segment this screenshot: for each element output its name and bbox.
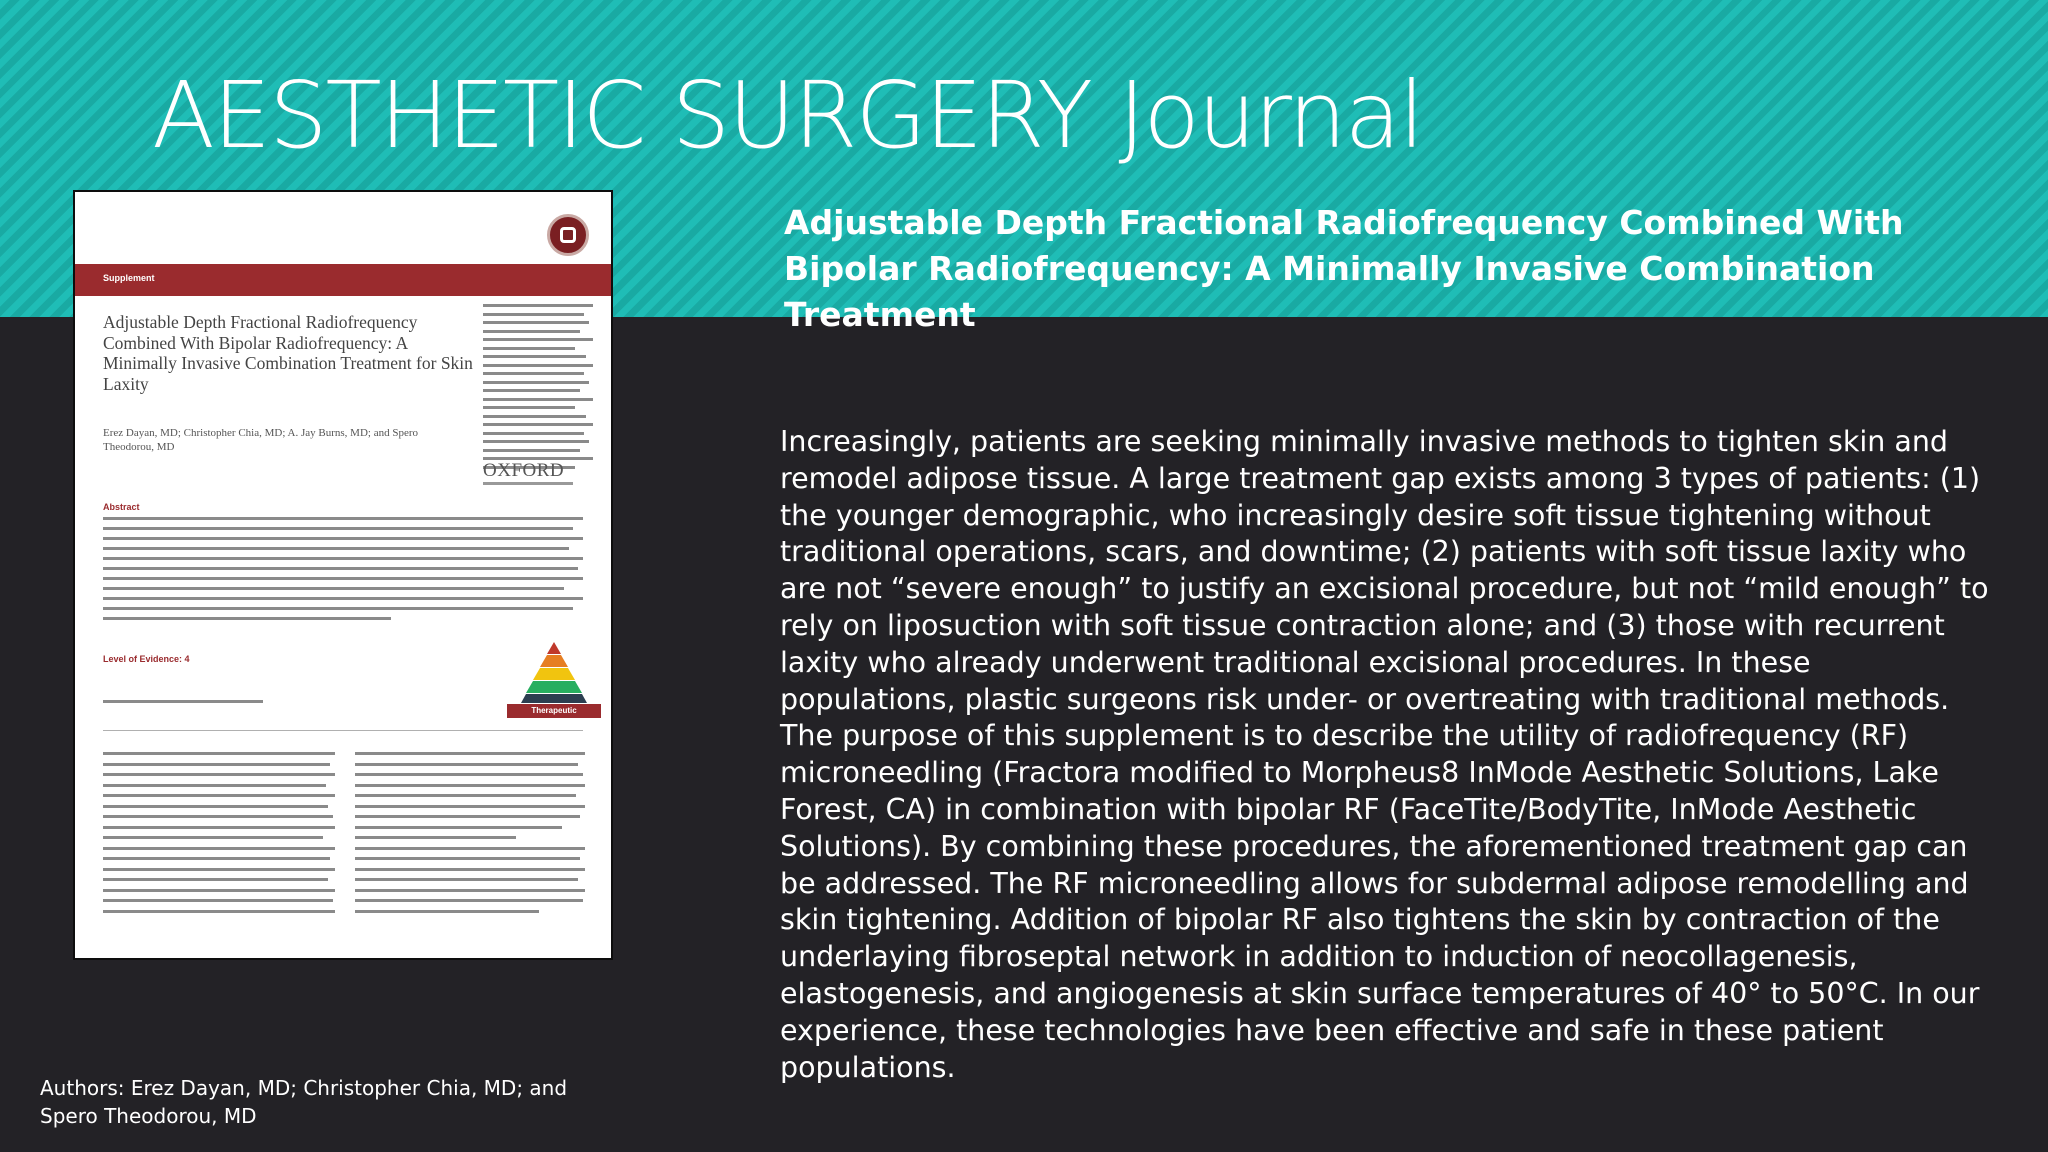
text-line [483, 372, 584, 375]
paper-sidebar-text [483, 304, 593, 474]
text-line [103, 805, 328, 808]
text-line [103, 537, 583, 540]
text-line [355, 826, 562, 829]
supplement-band [75, 264, 611, 296]
paper-divider [103, 730, 583, 731]
text-line [483, 423, 593, 426]
paper-body-column-left [103, 752, 335, 920]
text-line [483, 364, 593, 367]
text-line [355, 784, 585, 787]
journal-title: AESTHETIC SURGERY Journal [152, 62, 1423, 169]
authors-caption: Authors: Erez Dayan, MD; Christopher Chia, MD; and Spero Theodorou, MD [40, 1076, 568, 1128]
text-line [483, 381, 589, 384]
text-line [103, 607, 573, 610]
text-line [103, 847, 335, 850]
text-line [355, 899, 583, 902]
text-line [355, 878, 578, 881]
text-line [103, 899, 333, 902]
editorial-date [103, 700, 263, 703]
text-line [355, 847, 585, 850]
text-line [103, 784, 326, 787]
text-line [103, 547, 569, 550]
paper-thumbnail [73, 190, 613, 960]
text-line [483, 440, 589, 443]
text-line [355, 910, 539, 913]
text-line [103, 527, 573, 530]
text-line [103, 910, 335, 913]
text-line [355, 773, 583, 776]
text-line [103, 617, 391, 620]
article-heading: Adjustable Depth Fractional Radiofrequency Combined With Bipolar Radiofrequency: A Minimally Invasive Combination Treatment [784, 203, 1904, 334]
text-line [355, 794, 576, 797]
abstract-text: Increasingly, patients are seeking minimally invasive methods to tighten skin and remodel adipose tissue. A large treatment gap exists among 3 types of patients: (1) the younger demographic, who increasingly desire soft tissue tightening without traditional operations, scars, and downtime; (2) patients with soft tissue laxity who are not “severe enough” to justify an excisional procedure, but not “mild enough” to rely on liposuction with soft tissue contraction alone; and (3) those with recurrent laxity who already underwent traditional excisional procedures. In these populations, plastic surgeons risk under- or overtreating with traditional methods. The purpose of this supplement is to describe the utility of radiofrequency (RF) microneedling (Fractora modified to Morpheus8 InMode Aesthetic Solutions, Lake Forest, CA) in combination with bipolar RF (FaceTite/BodyTite, InMode Aesthetic Solutions). By combining these procedures, the aforementioned treatment gap can be addressed. The RF microneedling allows for subdermal adipose remodelling and skin tightening. Addition of bipolar RF also tightens the skin by contraction of the underlaying fibroseptal network in addition to induction of neocollagenesis, elastogenesis, and angiogenesis at skin surface temperatures of 40° to 50°C. In our experience, these technologies have been effective and safe in these patient populations. [780, 425, 1989, 1084]
paper-title: Adjustable Depth Fractional Radiofrequency Combined With Bipolar Radiofrequency: A Minimally Invasive Combination Treatment for Skin Laxity [103, 312, 473, 394]
text-line [483, 313, 584, 316]
text-line [103, 752, 335, 755]
publisher-logo: OXFORD [483, 460, 565, 481]
abstract-label: Abstract [103, 502, 140, 512]
text-line [483, 347, 575, 350]
text-line [355, 889, 585, 892]
text-line [103, 815, 333, 818]
text-line [483, 338, 593, 341]
text-line [483, 398, 593, 401]
text-line [103, 577, 583, 580]
publisher-subtext [483, 482, 573, 485]
text-line [483, 406, 575, 409]
text-line [483, 355, 586, 358]
text-line [355, 763, 578, 766]
text-line [355, 836, 516, 839]
paper-abstract-body [103, 517, 583, 627]
journal-logo-icon [547, 214, 589, 256]
paper-body-column-right [355, 752, 585, 920]
text-line [103, 517, 583, 520]
supplement-label: Supplement [103, 273, 155, 283]
evidence-pyramid-icon [519, 640, 589, 710]
text-line [103, 878, 328, 881]
text-line [355, 752, 585, 755]
text-line [483, 304, 593, 307]
text-line [103, 597, 583, 600]
text-line [103, 857, 330, 860]
paper-authors: Erez Dayan, MD; Christopher Chia, MD; A. Jay Burns, MD; and Spero Theodorou, MD [103, 427, 418, 453]
text-line [483, 449, 580, 452]
text-line [483, 415, 586, 418]
text-line [103, 836, 323, 839]
text-line [355, 857, 580, 860]
text-line [355, 868, 585, 871]
text-line [103, 889, 335, 892]
text-line [483, 432, 584, 435]
text-line [103, 557, 583, 560]
text-line [103, 794, 335, 797]
text-line [103, 763, 330, 766]
text-line [483, 330, 580, 333]
text-line [103, 587, 564, 590]
text-line [483, 389, 580, 392]
therapeutic-badge: Therapeutic [507, 704, 601, 718]
text-line [355, 805, 585, 808]
text-line [103, 826, 335, 829]
level-of-evidence: Level of Evidence: 4 [103, 654, 190, 664]
text-line [355, 815, 580, 818]
text-line [103, 773, 335, 776]
text-line [103, 567, 578, 570]
text-line [103, 868, 335, 871]
text-line [483, 321, 589, 324]
